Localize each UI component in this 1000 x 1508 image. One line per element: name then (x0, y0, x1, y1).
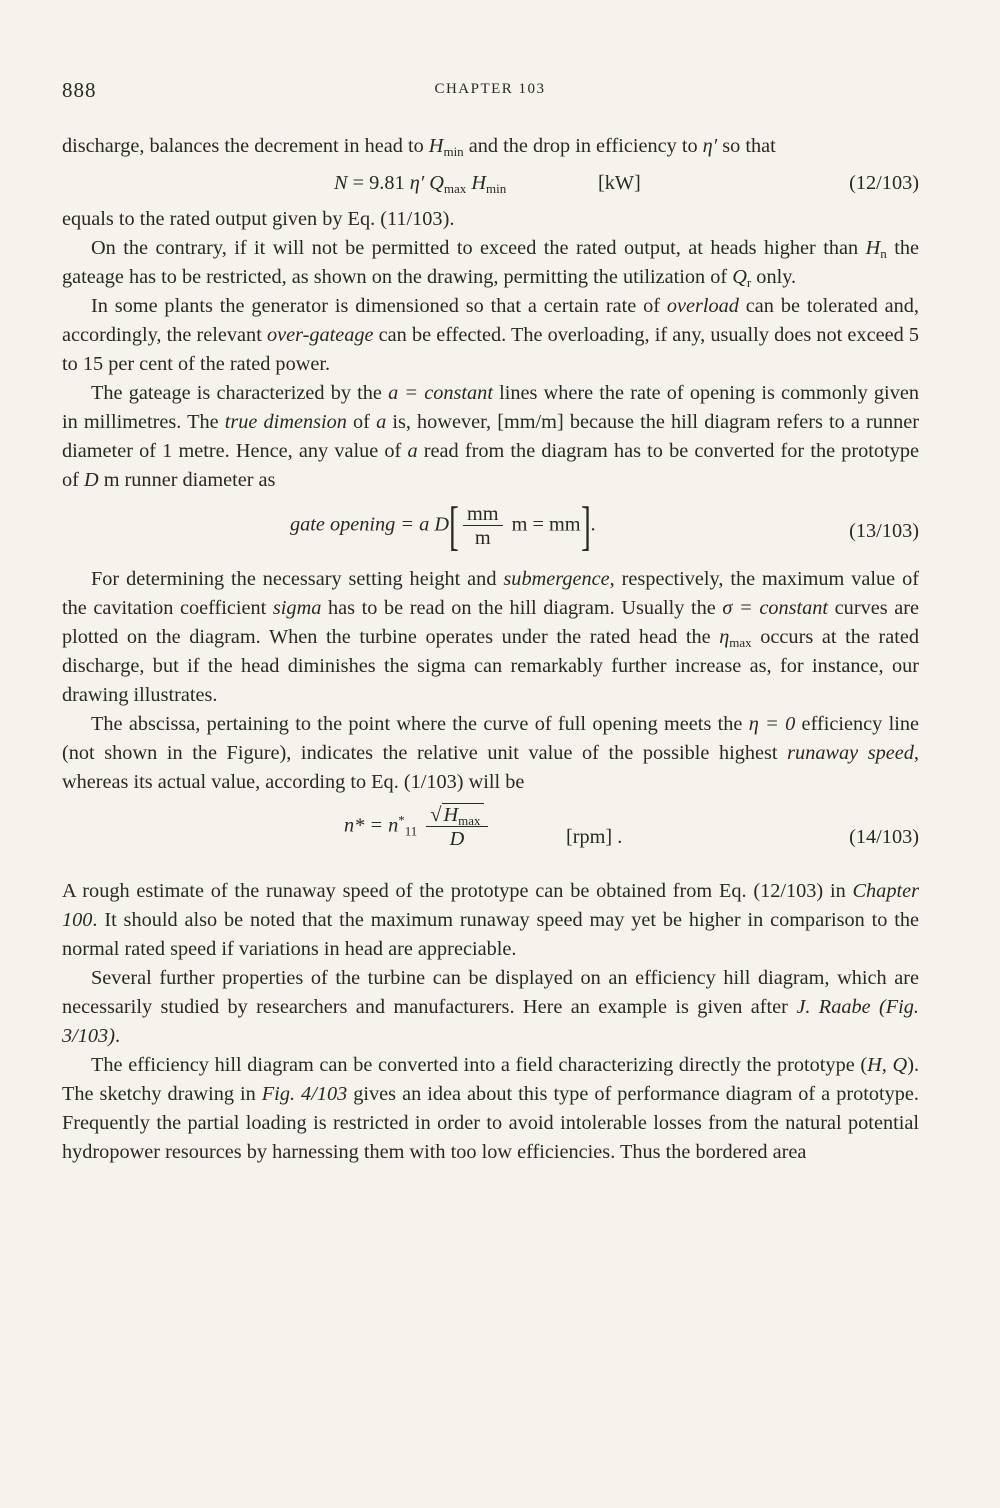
chapter-title: CHAPTER 103 (434, 81, 546, 97)
paragraph-7: The abscissa, pertaining to the point where the curve of full opening meets the η = 0 efficiency line (not shown in the Figure), indicates the relative unit value of the possible highest runaway speed, whereas its actual value, according to Eq. (1/103) will be (62, 713, 919, 793)
paragraph-2: equals to the rated output given by Eq. (11/103). (62, 208, 455, 230)
equation-12-formula: N = 9.81 η′ $Q_{max}$ $H_{min}$ (334, 172, 507, 196)
paragraph-9: Several further properties of the turbine can be displayed on an efficiency hill diagram, which are necessarily studied by researchers and manufacturers. Here an example is given after J. Raabe (Fig. 3/103). (62, 967, 920, 1047)
equation-12 (62, 163, 919, 203)
equation-12-number: (12/103) (849, 172, 919, 194)
paragraph-8: A rough estimate of the runaway speed of the prototype can be obtained from Eq. (12/103) in Chapter 100. It should also be noted that the maximum runaway speed may yet be higher in comparison to the normal rated speed if variations in head are appreciable. (62, 880, 919, 960)
page-number: 888 (62, 78, 97, 102)
equation-13 (62, 497, 919, 563)
equation-14-formula: $n* = n^*_{11}$ $\frac{√H_{max}}{D}$ (344, 803, 492, 851)
page-header (62, 78, 918, 104)
equation-13-formula: gate opening = a D[ $\frac{mm}{m}$ m = mm]. (290, 496, 596, 556)
paragraph-10: The efficiency hill diagram can be converted into a field characterizing directly the prototype (H, Q). The sketchy drawing in Fig. 4/103 gives an idea about this type of performance diagram of a prototype. Frequently the partial loading is restricted in order to avoid intolerable losses from the natural potential hydropower resources by harnessing them with too low efficiencies. Thus the bordered area (62, 1054, 920, 1163)
equation-14 (62, 799, 919, 875)
equation-14-unit: [rpm] . (566, 826, 623, 848)
body-text (62, 132, 919, 1167)
paragraph-1: discharge, balances the decrement in head to $H_{min}$ and the drop in efficiency to η′ so that (62, 135, 776, 159)
paragraph-4: In some plants the generator is dimensioned so that a certain rate of overload can be tolerated and, accordingly, the relevant over-gateage can be effected. The overloading, if any, usually does not exceed 5 to 15 per cent of the rated power. (62, 295, 919, 375)
equation-14-number: (14/103) (849, 826, 919, 848)
paragraph-3: On the contrary, if it will not be permitted to exceed the rated output, at heads higher than $H_n$ the gateage has to be restricted, as shown on the drawing, permitting the utilization of $Q_r$ only. (62, 237, 919, 290)
equation-12-unit: [kW] (598, 172, 641, 194)
equation-13-number: (13/103) (849, 520, 919, 542)
paragraph-5: The gateage is characterized by the a = constant lines where the rate of opening is commonly given in millimetres. The true dimension of a is, however, [mm/m] because the hill diagram refers to a runner diameter of 1 metre. Hence, any value of a read from the diagram has to be converted for the prototype of D m runner diameter as (62, 382, 919, 491)
paragraph-6: For determining the necessary setting height and submergence, respectively, the maximum value of the cavitation coefficient sigma has to be read on the hill diagram. Usually the σ = constant curves are plotted on the diagram. When the turbine operates under the rated head the $\eta_{max}$ occurs at the rated discharge, but if the head diminishes the sigma can remarkably further increase as, for instance, our drawing illustrates. (62, 568, 919, 706)
